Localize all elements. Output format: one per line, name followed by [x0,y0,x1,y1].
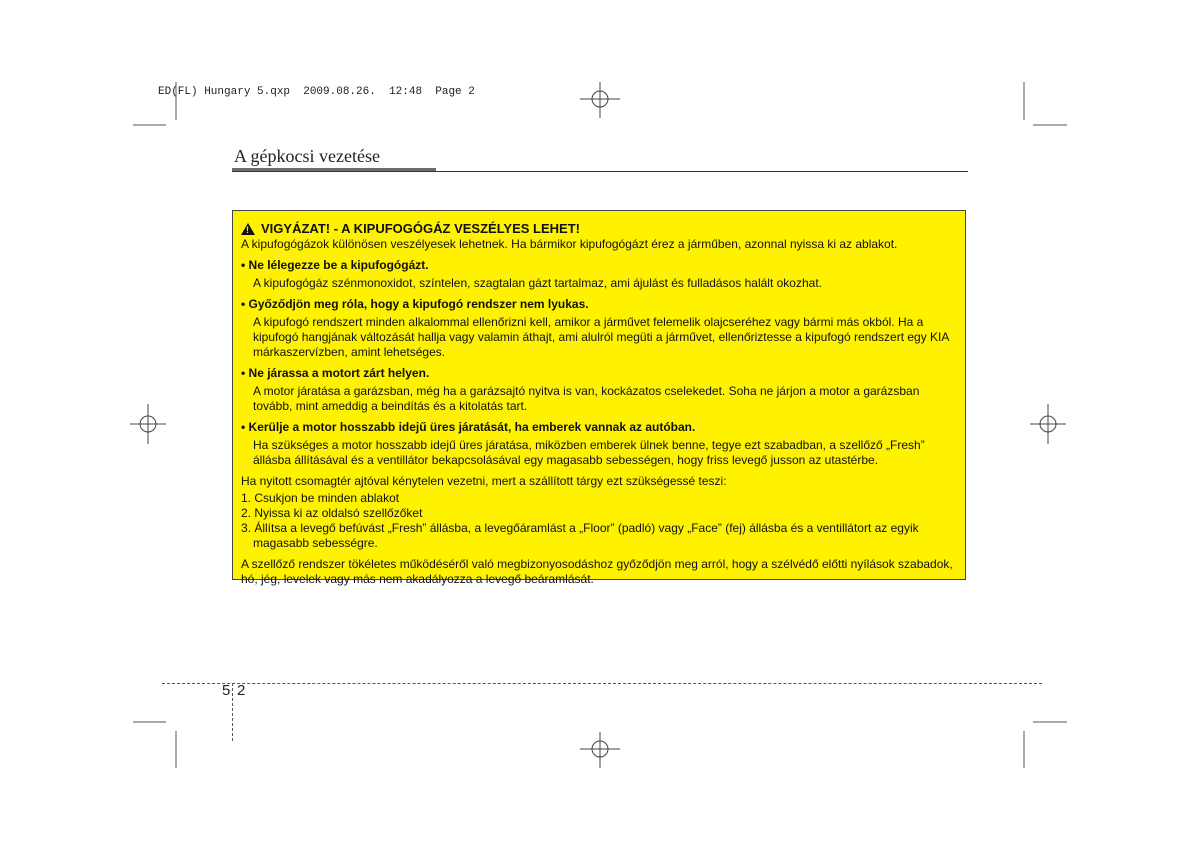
header-rule [232,171,968,172]
step-item: 3. Állítsa a levegő befúvást „Fresh” állásba, a levegőáramlást a „Floor” (padló) vagy „Face” (fej) állásba és a ventillátort az egyik magasabb sebességre. [241,521,919,550]
bullet-body: A motor járatása a garázsban, még ha a garázsajtó nyitva is van, kockázatos cselekedet. Soha ne járjon a motor a garázsban tovább, mint ameddig a beindítás és a kitolatás tart. [253,384,920,413]
bullet-body: Ha szükséges a motor hosszabb idejű üres járatása, miközben emberek ülnek benne, tegye ezt szabadban, a szellőző „Fresh” állásba állításával és a ventillátor bekapcsolásával egy magasabb sebességen, hogy friss levegő jusson az utastérbe. [253,438,925,467]
warning-box [232,210,966,586]
warning-closing: A szellőző rendszer tökéletes működéséről való megbizonyosodáshoz győződjön meg arról, hogy a szélvédő előtti nyílások szabadok, hó, jég, levelek vagy más nem akadályozza a levegő beáramlását. [241,557,953,586]
warning-title: VIGYÁZAT! - A KIPUFOGÓGÁZ VESZÉLYES LEHET! [261,221,581,236]
chapter-number: 5 [222,682,231,699]
warning-triangle-icon [241,223,255,235]
registration-mark-right [1030,404,1070,444]
bullet-body: A kipufogógáz szénmonoxidot, színtelen, szagtalan gázt tartalmaz, ami ájulást és fulladásos halált okozhat. [253,276,822,290]
file-slug: ED(FL) Hungary 5.qxp 2009.08.26. 12:48 Page 2 [158,86,475,98]
bullet-heading: • Ne járassa a motort zárt helyen. [241,366,430,380]
section-title: A gépkocsi vezetése [234,146,380,166]
page-number-value: 2 [237,682,246,699]
step-item: 2. Nyissa ki az oldalsó szellőzőket [241,506,423,520]
bullet-body: A kipufogó rendszert minden alkalommal ellenőrizni kell, amikor a járművet felemelik olajcseréhez vagy bármi más okból. Ha a kipufogó hangjának változását hallja vagy valamin áthajt, ami alulról megüti a járművet, ellenőriztesse a kipufogó rendszert egy KIA márkaszervízben, amint lehetséges. [253,315,949,359]
footer-dashed-rule [162,683,1042,684]
bullet-heading: • Kerülje a motor hosszabb idejű üres járatását, ha emberek vannak az autóban. [241,420,696,434]
warning-intro: A kipufogógázok különösen veszélyesek lehetnek. Ha bármikor kipufogógázt érez a járműben, azonnal nyissa ki az ablakot. [241,237,898,251]
registration-mark-top [580,82,620,122]
registration-mark-left [130,404,170,444]
trunk-intro: Ha nyitott csomagtér ajtóval kénytelen vezetni, mert a szállított tárgy ezt szükségessé teszi: [241,474,727,488]
bullet-heading: • Győződjön meg róla, hogy a kipufogó rendszer nem lyukas. [241,297,589,311]
warning-title-row [241,221,957,236]
registration-mark-bottom [580,732,620,772]
step-item: 1. Csukjon be minden ablakot [241,491,400,505]
footer-dashed-divider [232,683,233,741]
bullet-heading: • Ne lélegezze be a kipufogógázt. [241,258,429,272]
